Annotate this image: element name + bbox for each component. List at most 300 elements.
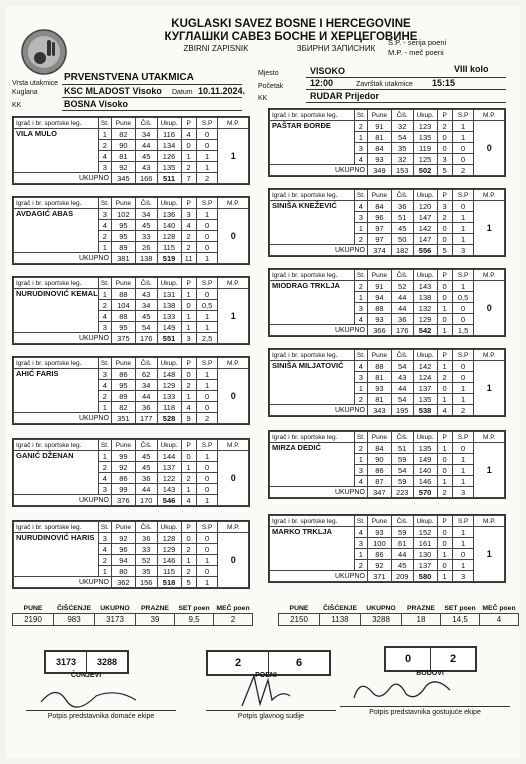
col-header-st: St. (98, 522, 111, 533)
throw-cell: 129 (157, 544, 181, 555)
totals-header: MEČ poen (216, 605, 250, 612)
col-header-pune: Pune (367, 270, 391, 281)
throw-cell: 137 (413, 560, 437, 571)
throw-cell: 1 (98, 289, 111, 300)
total-cell: 556 (413, 245, 437, 256)
throw-cell: 142 (413, 223, 437, 234)
throw-cell: 1 (196, 162, 218, 173)
throw-cell: 36 (135, 473, 157, 484)
throw-cell: 2 (181, 380, 196, 391)
throw-cell: 1 (181, 289, 196, 300)
throw-cell: 36 (391, 314, 413, 325)
throw-cell: 59 (391, 454, 413, 465)
throw-cell: 45 (135, 451, 157, 462)
total-cell: 538 (413, 405, 437, 416)
player-name: AHIĆ FARIS (14, 369, 99, 413)
match-points: 0 (218, 451, 249, 506)
total-cell: 176 (391, 325, 413, 336)
col-header-p: P (437, 516, 452, 527)
throw-cell: 0 (196, 462, 218, 473)
throw-cell: 3 (98, 369, 111, 380)
totals-value: 3173 (95, 614, 136, 626)
col-header-st: St. (98, 118, 111, 129)
throw-cell: 0 (196, 391, 218, 402)
home-players-block (12, 276, 250, 345)
match-points: 0 (218, 209, 249, 264)
match-points: 0 (218, 533, 249, 588)
throw-cell: 1 (437, 443, 452, 454)
throw-cell: 131 (157, 289, 181, 300)
throw-cell: 0 (437, 465, 452, 476)
throw-cell: 147 (413, 212, 437, 223)
throw-cell: 95 (111, 322, 135, 333)
throw-cell: 86 (367, 465, 391, 476)
total-cell: 376 (111, 495, 135, 506)
total-cell: 542 (413, 325, 437, 336)
start-value: 12:00 (310, 78, 334, 88)
throw-cell: 59 (391, 476, 413, 487)
total-label: UKUPNO (14, 495, 112, 506)
player-header: Igrač i br. sportske leg. (270, 190, 355, 201)
throw-cell: 1 (354, 549, 367, 560)
throw-cell: 0 (196, 129, 218, 140)
throw-cell: 45 (391, 223, 413, 234)
throw-cell: 3 (181, 209, 196, 220)
throw-cell: 135 (413, 132, 437, 143)
total-label: UKUPNO (14, 413, 112, 424)
throw-cell: 135 (157, 162, 181, 173)
throw-cell: 0 (437, 454, 452, 465)
throw-cell: 81 (111, 151, 135, 162)
player-name: MIODRAG TRKLJA (270, 281, 355, 325)
col-header-sp: S.P (452, 190, 474, 201)
col-header-pune: Pune (367, 350, 391, 361)
match-points: 1 (474, 527, 505, 582)
player-header: Igrač i br. sportske leg. (14, 522, 99, 533)
total-label: UKUPNO (270, 405, 368, 416)
throw-cell: 43 (391, 372, 413, 383)
total-label: UKUPNO (14, 333, 112, 344)
throw-cell: 88 (111, 311, 135, 322)
total-cell: 374 (367, 245, 391, 256)
throw-cell: 45 (135, 151, 157, 162)
throw-cell: 1 (437, 361, 452, 372)
col-header-cis: Čiš. (391, 110, 413, 121)
throw-cell: 93 (367, 314, 391, 325)
throw-cell: 0 (452, 303, 474, 314)
totals-value: 2190 (13, 614, 54, 626)
total-cell: 2,5 (196, 333, 218, 344)
throw-cell: 99 (111, 451, 135, 462)
throw-cell: 95 (111, 380, 135, 391)
col-header-st: St. (98, 358, 111, 369)
total-cell: 7 (181, 173, 196, 184)
total-cell: 502 (413, 165, 437, 176)
throw-cell: 2 (181, 242, 196, 253)
throw-cell: 1 (181, 311, 196, 322)
throw-cell: 2 (98, 140, 111, 151)
throw-cell: 86 (367, 549, 391, 560)
throw-cell: 91 (367, 121, 391, 132)
player-header: Igrač i br. sportske leg. (270, 110, 355, 121)
bodovi-label: BODOVI (416, 670, 444, 677)
throw-cell: 0 (437, 560, 452, 571)
cunjevi-away: 3288 (87, 652, 128, 673)
throw-cell: 140 (157, 220, 181, 231)
throw-cell: 82 (111, 129, 135, 140)
col-header-pune: Pune (111, 118, 135, 129)
throw-cell: 92 (111, 462, 135, 473)
throw-cell: 26 (135, 242, 157, 253)
throw-cell: 1 (196, 209, 218, 220)
total-label: UKUPNO (270, 325, 368, 336)
throw-cell: 32 (391, 154, 413, 165)
throw-cell: 1 (452, 223, 474, 234)
player-header: Igrač i br. sportske leg. (14, 118, 99, 129)
kk-label: KK (12, 102, 22, 109)
col-header-sp: S.P (452, 516, 474, 527)
throw-cell: 149 (157, 322, 181, 333)
player-name: PAŠTAR ĐORĐE (270, 121, 355, 165)
throw-cell: 1 (452, 121, 474, 132)
throw-cell: 142 (413, 361, 437, 372)
col-header-ukup: Ukup. (413, 110, 437, 121)
total-cell: 2 (437, 487, 452, 498)
col-header-mp: M.P. (218, 358, 249, 369)
throw-cell: 2 (98, 300, 111, 311)
throw-cell: 1 (452, 476, 474, 487)
throw-cell: 161 (413, 538, 437, 549)
throw-cell: 59 (391, 527, 413, 538)
match-points: 1 (474, 201, 505, 256)
throw-cell: 3 (437, 154, 452, 165)
col-header-st: St. (354, 350, 367, 361)
throw-cell: 1 (196, 322, 218, 333)
throw-cell: 61 (391, 538, 413, 549)
throw-cell: 1 (452, 560, 474, 571)
col-header-cis: Čiš. (135, 198, 157, 209)
date-label: Datum (172, 89, 193, 96)
total-cell: 511 (157, 173, 181, 184)
throw-cell: 2 (98, 231, 111, 242)
col-header-ukup: Ukup. (157, 198, 181, 209)
judge-signature-caption: Potpis glavnog sudije (237, 713, 305, 720)
cunjevi-box (44, 650, 129, 674)
col-header-ukup: Ukup. (157, 278, 181, 289)
total-cell: 349 (367, 165, 391, 176)
throw-cell: 1 (196, 369, 218, 380)
throw-cell: 45 (135, 220, 157, 231)
player-name: SINIŠA KNEŽEVIĆ (270, 201, 355, 245)
match-points: 1 (474, 361, 505, 416)
total-cell: 4 (437, 405, 452, 416)
col-header-pune: Pune (367, 190, 391, 201)
header-subtitle: ZBIRNI ZAPISNIK ЗБИРНИ ЗАПИСНИК (183, 44, 376, 53)
throw-cell: 2 (354, 121, 367, 132)
col-header-cis: Čiš. (391, 190, 413, 201)
kk2-value: RUDAR Prijedor (310, 91, 380, 101)
throw-cell: 2 (181, 544, 196, 555)
col-header-ukup: Ukup. (413, 270, 437, 281)
total-cell: 570 (413, 487, 437, 498)
total-label: UKUPNO (270, 571, 368, 582)
match-points: 0 (474, 121, 505, 176)
throw-cell: 93 (367, 383, 391, 394)
player-header: Igrač i br. sportske leg. (14, 440, 99, 451)
throw-cell: 125 (413, 154, 437, 165)
total-label: UKUPNO (14, 173, 112, 184)
totals-value: 18 (402, 614, 441, 626)
total-cell: 362 (111, 577, 135, 588)
match-points: 1 (474, 443, 505, 498)
throw-cell: 93 (367, 154, 391, 165)
totals-header: SET poen (444, 605, 476, 612)
total-cell: 2 (196, 173, 218, 184)
throw-cell: 3 (354, 303, 367, 314)
col-header-pune: Pune (111, 198, 135, 209)
totals-header: PRAZNE (141, 605, 169, 612)
total-cell: 5 (437, 165, 452, 176)
throw-cell: 122 (157, 473, 181, 484)
home-signature-caption: Potpis predstavnika domaće ekipe (47, 713, 155, 720)
throw-cell: 1 (196, 151, 218, 162)
throw-cell: 45 (391, 560, 413, 571)
total-cell: 4 (181, 495, 196, 506)
player-name: VILA MULO (14, 129, 99, 173)
throw-cell: 50 (391, 234, 413, 245)
total-cell: 528 (157, 413, 181, 424)
total-label: UKUPNO (14, 577, 112, 588)
total-cell: 1 (437, 325, 452, 336)
bodovi-away: 2 (431, 648, 476, 671)
col-header-st: St. (354, 432, 367, 443)
total-cell: 9 (181, 413, 196, 424)
col-header-p: P (181, 198, 196, 209)
col-header-ukup: Ukup. (157, 358, 181, 369)
player-name: GANIĆ DŽENAN (14, 451, 99, 495)
throw-cell: 3 (98, 209, 111, 220)
throw-cell: 90 (111, 140, 135, 151)
home-players-block (12, 356, 250, 425)
throw-cell: 43 (135, 162, 157, 173)
col-header-sp: S.P (196, 522, 218, 533)
throw-cell: 1 (452, 212, 474, 223)
throw-cell: 4 (354, 201, 367, 212)
throw-cell: 86 (111, 369, 135, 380)
throw-cell: 144 (157, 451, 181, 462)
throw-cell: 134 (157, 140, 181, 151)
throw-cell: 138 (413, 292, 437, 303)
totals-value: 4 (480, 614, 519, 626)
throw-cell: 43 (135, 289, 157, 300)
total-cell: 177 (135, 413, 157, 424)
throw-cell: 88 (367, 361, 391, 372)
throw-cell: 1 (98, 242, 111, 253)
throw-cell: 2 (354, 560, 367, 571)
throw-cell: 89 (111, 242, 135, 253)
throw-cell: 1 (437, 303, 452, 314)
date-value: 10.11.2024. (198, 86, 246, 96)
throw-cell: 34 (135, 129, 157, 140)
throw-cell: 1 (181, 484, 196, 495)
totals-header: ČIŠĆENJE (323, 605, 357, 612)
col-header-mp: M.P. (218, 522, 249, 533)
throw-cell: 0 (196, 220, 218, 231)
home-value: KSC MLADOST Visoko (64, 86, 162, 96)
total-cell: 153 (391, 165, 413, 176)
throw-cell: 0,5 (196, 300, 218, 311)
throw-cell: 1 (181, 391, 196, 402)
col-header-mp: M.P. (474, 270, 505, 281)
total-cell: 343 (367, 405, 391, 416)
totals-value: 14,5 (441, 614, 480, 626)
throw-cell: 1 (452, 527, 474, 538)
throw-cell: 2 (181, 566, 196, 577)
match-points: 1 (218, 289, 249, 344)
throw-cell: 3 (437, 201, 452, 212)
throw-cell: 2 (181, 162, 196, 173)
total-label: UKUPNO (270, 245, 368, 256)
throw-cell: 4 (98, 220, 111, 231)
total-cell: 156 (135, 577, 157, 588)
throw-cell: 123 (413, 121, 437, 132)
throw-cell: 120 (413, 201, 437, 212)
throw-cell: 2 (354, 281, 367, 292)
away-players-block (268, 430, 506, 499)
throw-cell: 143 (413, 281, 437, 292)
home-players-block (12, 196, 250, 265)
col-header-p: P (437, 350, 452, 361)
total-cell: 5 (181, 577, 196, 588)
totals-value: 3288 (361, 614, 402, 626)
col-header-cis: Čiš. (391, 270, 413, 281)
col-header-sp: S.P (196, 278, 218, 289)
total-cell: 375 (111, 333, 135, 344)
throw-cell: 133 (157, 391, 181, 402)
totals-header: ČIŠĆENJE (57, 605, 91, 612)
col-header-ukup: Ukup. (157, 118, 181, 129)
throw-cell: 4 (354, 314, 367, 325)
throw-cell: 2 (354, 394, 367, 405)
total-cell: 176 (135, 333, 157, 344)
throw-cell: 1 (98, 129, 111, 140)
total-cell: 1,5 (452, 325, 474, 336)
total-cell: 2 (196, 413, 218, 424)
throw-cell: 92 (111, 162, 135, 173)
col-header-mp: M.P. (474, 516, 505, 527)
player-name: AVDAGIĆ ABAS (14, 209, 99, 253)
throw-cell: 3 (354, 465, 367, 476)
throw-cell: 0 (181, 140, 196, 151)
throw-cell: 94 (367, 292, 391, 303)
throw-cell: 132 (413, 303, 437, 314)
throw-cell: 136 (157, 209, 181, 220)
total-cell: 209 (391, 571, 413, 582)
kk2-label: KK (258, 95, 268, 102)
throw-cell: 148 (157, 369, 181, 380)
throw-cell: 35 (391, 143, 413, 154)
header-title: KUGLASKI SAVEZ BOSNE I HERCEGOVINE КУГЛАШКИ САВЕЗ БОСНЕ И ХЕРЦЕГОВИНЕ (164, 18, 418, 43)
throw-cell: 4 (98, 151, 111, 162)
throw-cell: 52 (135, 555, 157, 566)
throw-cell: 4 (181, 220, 196, 231)
throw-cell: 0 (452, 314, 474, 325)
total-cell: 3 (181, 333, 196, 344)
throw-cell: 0 (437, 527, 452, 538)
col-header-sp: S.P (452, 432, 474, 443)
throw-cell: 92 (367, 560, 391, 571)
col-header-st: St. (354, 516, 367, 527)
throw-cell: 2 (181, 473, 196, 484)
col-header-pune: Pune (367, 110, 391, 121)
col-header-p: P (181, 440, 196, 451)
throw-cell: 152 (413, 527, 437, 538)
throw-cell: 1 (196, 311, 218, 322)
total-cell: 580 (413, 571, 437, 582)
throw-cell: 146 (413, 476, 437, 487)
throw-cell: 0 (452, 549, 474, 560)
throw-cell: 102 (111, 209, 135, 220)
throw-cell: 2 (98, 555, 111, 566)
throw-cell: 0 (196, 544, 218, 555)
throw-cell: 91 (367, 281, 391, 292)
col-header-ukup: Ukup. (413, 516, 437, 527)
total-label: UKUPNO (14, 253, 112, 264)
col-header-pune: Pune (111, 522, 135, 533)
throw-cell: 4 (181, 402, 196, 413)
throw-cell: 0 (437, 132, 452, 143)
throw-cell: 96 (367, 212, 391, 223)
throw-cell: 1 (452, 454, 474, 465)
throw-cell: 96 (111, 544, 135, 555)
col-header-ukup: Ukup. (157, 440, 181, 451)
col-header-pune: Pune (111, 278, 135, 289)
throw-cell: 0 (196, 231, 218, 242)
player-header: Igrač i br. sportske leg. (270, 432, 355, 443)
col-header-ukup: Ukup. (413, 350, 437, 361)
col-header-ukup: Ukup. (157, 522, 181, 533)
throw-cell: 2 (98, 462, 111, 473)
col-header-st: St. (354, 270, 367, 281)
total-cell: 11 (181, 253, 196, 264)
col-header-cis: Čiš. (135, 278, 157, 289)
end-value: 15:15 (432, 78, 456, 88)
throw-cell: 2 (354, 234, 367, 245)
player-name: NURUDINOVIĆ KEMAL (14, 289, 99, 333)
throw-cell: 1 (452, 465, 474, 476)
col-header-st: St. (98, 440, 111, 451)
throw-cell: 0 (437, 292, 452, 303)
col-header-mp: M.P. (474, 110, 505, 121)
throw-cell: 137 (413, 383, 437, 394)
throw-cell: 54 (391, 132, 413, 143)
throw-cell: 3 (98, 533, 111, 544)
throw-cell: 54 (391, 361, 413, 372)
throw-cell: 1 (354, 454, 367, 465)
match-points: 0 (474, 281, 505, 336)
total-cell: 1 (196, 577, 218, 588)
throw-cell: 1 (181, 151, 196, 162)
throw-cell: 0 (452, 443, 474, 454)
throw-cell: 149 (413, 454, 437, 465)
throw-cell: 80 (111, 566, 135, 577)
total-cell: 551 (157, 333, 181, 344)
throw-cell: 4 (98, 380, 111, 391)
player-header: Igrač i br. sportske leg. (270, 350, 355, 361)
throw-cell: 0 (196, 533, 218, 544)
col-header-sp: S.P (452, 110, 474, 121)
col-header-pune: Pune (111, 358, 135, 369)
